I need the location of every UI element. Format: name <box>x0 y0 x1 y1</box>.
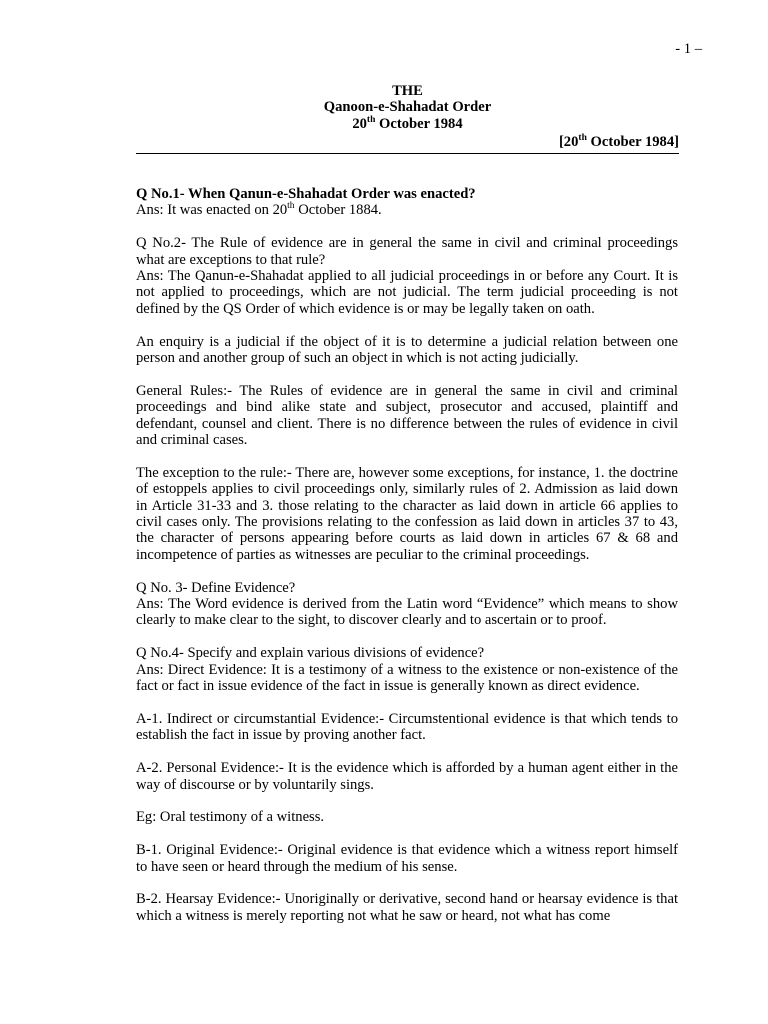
answer-1-ordinal: th <box>287 201 295 212</box>
division-b2: B-2. Hearsay Evidence:- Unoriginally or derivative, second hand or hearsay evidence is that which a witness is merely reporting not what he saw or heard, not what has come <box>136 891 678 924</box>
header-divider <box>136 153 679 154</box>
title-block <box>136 83 679 132</box>
division-a1: A-1. Indirect or circumstantial Evidence:- Circumstentional evidence is that which tends to establish the fact in issue by proving another fact. <box>136 710 678 744</box>
question-3: Q No. 3- Define Evidence? <box>136 579 296 596</box>
answer-4: Ans: Direct Evidence: It is a testimony of a witness to the existence or non-existence of the fact or fact in issue evidence of the fact in issue is generally known as direct evidence. <box>136 661 678 695</box>
bracket-rest: October 1984] <box>586 134 679 150</box>
question-2: Q No.2- The Rule of evidence are in general the same in civil and criminal proceedings what are exceptions to that rule? <box>136 235 678 268</box>
bracket-day: [20 <box>558 134 579 150</box>
paragraph-enquiry: An enquiry is a judicial if the object of it is to determine a judicial relation between one person and another group of such an object in which is not acting judicially. <box>136 333 678 367</box>
question-3-block <box>136 580 678 629</box>
answer-3: Ans: The Word evidence is derived from the Latin word “Evidence” which means to show clearly to make clear to the sight, to discover clearly and to ascertain or to proof. <box>136 596 678 629</box>
document-subtitle: Qanoon-e-Shahadat Order <box>323 99 492 116</box>
bracketed-date <box>400 134 679 150</box>
date-day: 20 <box>352 115 367 132</box>
question-4-block <box>136 645 678 694</box>
answer-2: Ans: The Qanun-e-Shahadat applied to all judicial proceedings in or before any Court. It is not applied to proceedings, which are not judicial. The term judicial proceeding is not defined by the QS Order of which evidence is or may be legally taken on oath. <box>136 268 678 317</box>
answer-1 <box>136 202 382 218</box>
paragraph-general-rules: General Rules:- The Rules of evidence are in general the same in civil and criminal proceedings and bind alike state and subject, prosecutor and accused, plaintiff and defendant, counsel and client. There is no difference between the rules of evidence in civil and criminal cases. <box>136 382 678 449</box>
question-4: Q No.4- Specify and explain various divisions of evidence? <box>136 645 485 662</box>
date-rest: October 1984 <box>375 115 463 132</box>
paragraph-exception: The exception to the rule:- There are, however some exceptions, for instance, 1. the doctrine of estoppels applies to civil proceedings only, similarly rules of 2. Admission as laid down in Article 31-33 and 3. those relating to the character as laid down in article 66 applies to civil cases only. The provisions relating to the confession as laid down in articles 37 to 43, the character of persons appearing before courts as laid down in articles 67 & 68 and incompetence of parties as witnesses are peculiar to the criminal proceedings. <box>136 464 678 563</box>
example-oral-testimony: Eg: Oral testimony of a witness. <box>136 809 325 826</box>
answer-1-text: Ans: It was enacted on 20 <box>136 202 288 219</box>
page-number: - 1 – <box>675 41 702 57</box>
division-a2: A-2. Personal Evidence:- It is the evidence which is afforded by a human agent either in the way of discourse or by voluntarily sings. <box>136 760 678 793</box>
question-2-block <box>136 235 678 317</box>
bracket-ordinal: th <box>578 133 587 144</box>
question-1: Q No.1- When Qanun-e-Shahadat Order was enacted? <box>136 186 476 202</box>
date-ordinal: th <box>366 114 376 125</box>
document-body <box>136 186 678 924</box>
answer-1-rest: October 1884. <box>294 202 382 219</box>
division-b1: B-1. Original Evidence:- Original evidence is that evidence which a witness report himself to have seen or heard through the medium of his sense. <box>136 842 678 875</box>
document-title: THE <box>392 83 423 99</box>
document-date <box>136 116 679 132</box>
question-1-block <box>136 186 678 219</box>
